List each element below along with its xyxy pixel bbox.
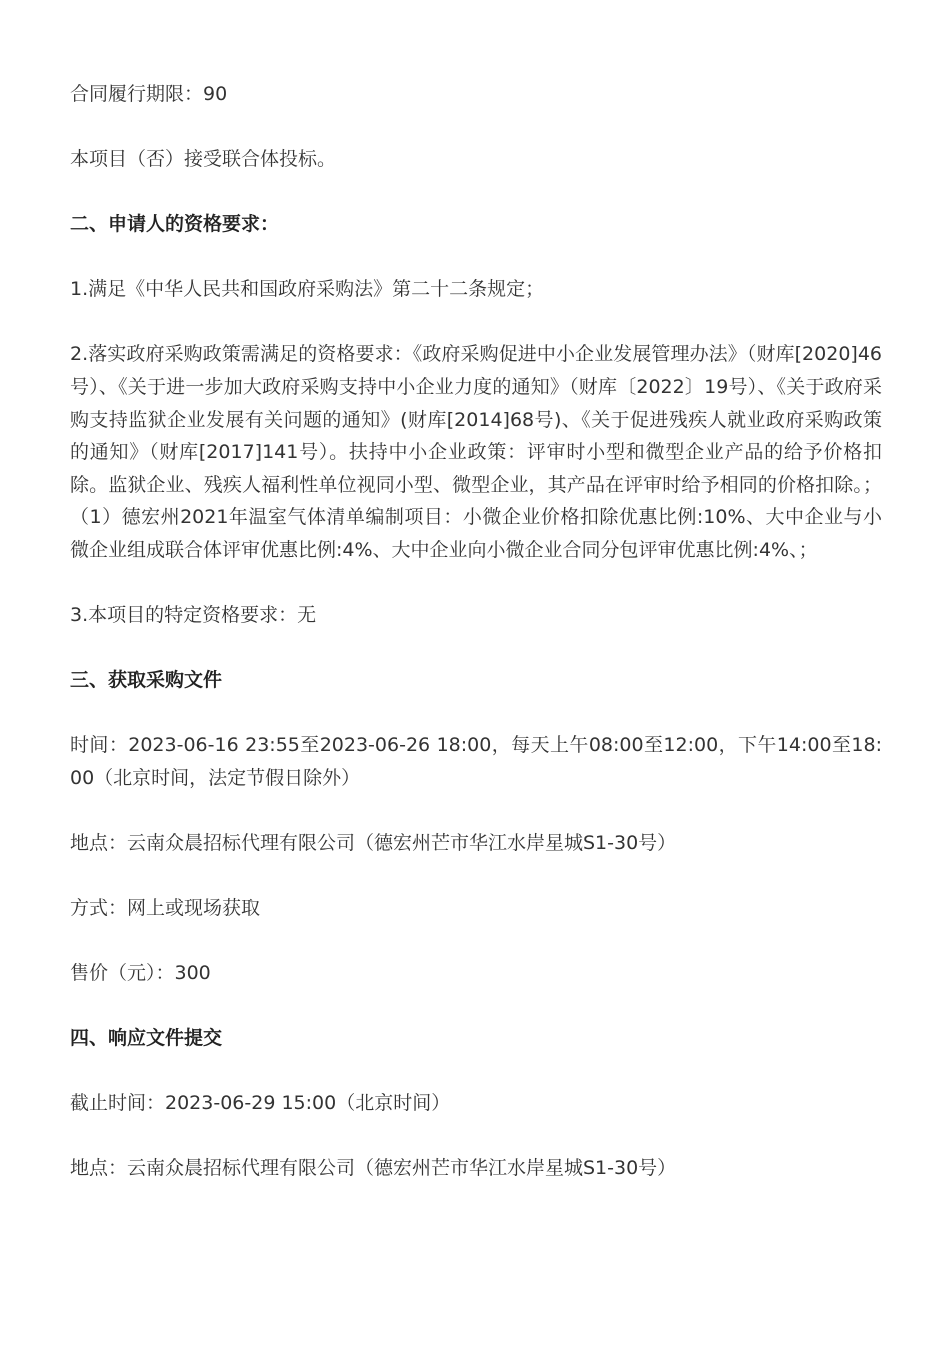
req2-line: 号)、《关于促进残疾人就业政府采购政策的通知》（财库[2017]141号）。扶持中小企 (70, 408, 882, 464)
qualification-req-2 (70, 338, 882, 566)
req2-line: 〔2022〕19号）、《关于政府采购支持监狱企业发展有关问题的通知》(财库[2014]68 (70, 375, 882, 431)
qualification-req-1: 1.满足《中华人民共和国政府采购法》第二十二条规定； (70, 278, 545, 301)
obtain-price: 售价（元）：300 (70, 962, 211, 985)
submission-location: 地点：云南众晨招标代理有限公司（德宏州芒市华江水岸星城S1-30号） (70, 1157, 677, 1180)
req2-line: 业政策：评审时小型和微型企业产品的给予价格扣除。监狱企业、残疾人福利性单位视 (70, 441, 882, 496)
document-body (70, 78, 882, 1217)
obtain-time (70, 729, 882, 794)
obtain-time-line: 时间：2023-06-16 23:55至2023-06-26 18:00，每天上午08:00至12:00，下午14:00 (70, 734, 832, 757)
req2-line: 气体清单编制项目：小微企业价格扣除优惠比例:10%、大中企业与小微企业组成联合体 (70, 506, 882, 561)
section-heading-submission: 四、响应文件提交 (70, 1027, 223, 1050)
obtain-time-line: 至18:00（北京时间，法定节假日除外） (70, 734, 882, 789)
obtain-location: 地点：云南众晨招标代理有限公司（德宏州芒市华江水岸星城S1-30号） (70, 831, 677, 854)
submission-deadline: 截止时间：2023-06-29 15:00（北京时间） (70, 1092, 451, 1115)
obtain-method: 方式：网上或现场获取 (70, 897, 261, 919)
req2-line: 2.落实政府采购政策需满足的资格要求：《政府采购促进中小企业发展管理办法》（财 (70, 343, 776, 366)
req2-line: 同小型、微型企业，其产品在评审时给予相同的价格扣除。；（1）德宏州2021年温室 (70, 473, 882, 529)
consortium-note: 本项目（否）接受联合体投标。 (70, 148, 337, 171)
section-heading-obtain-docs: 三、获取采购文件 (70, 669, 223, 692)
req2-line: 库[2020]46号）、《关于进一步加大政府采购支持中小企业力度的通知》（财库 (70, 343, 882, 398)
contract-period: 合同履行期限：90 (70, 83, 228, 105)
req2-line: 评审优惠比例:4%、大中企业向小微企业合同分包评审优惠比例:4%、； (222, 538, 818, 561)
section-heading-qualification: 二、申请人的资格要求： (70, 213, 280, 236)
qualification-req-3: 3.本项目的特定资格要求：无 (70, 604, 317, 627)
